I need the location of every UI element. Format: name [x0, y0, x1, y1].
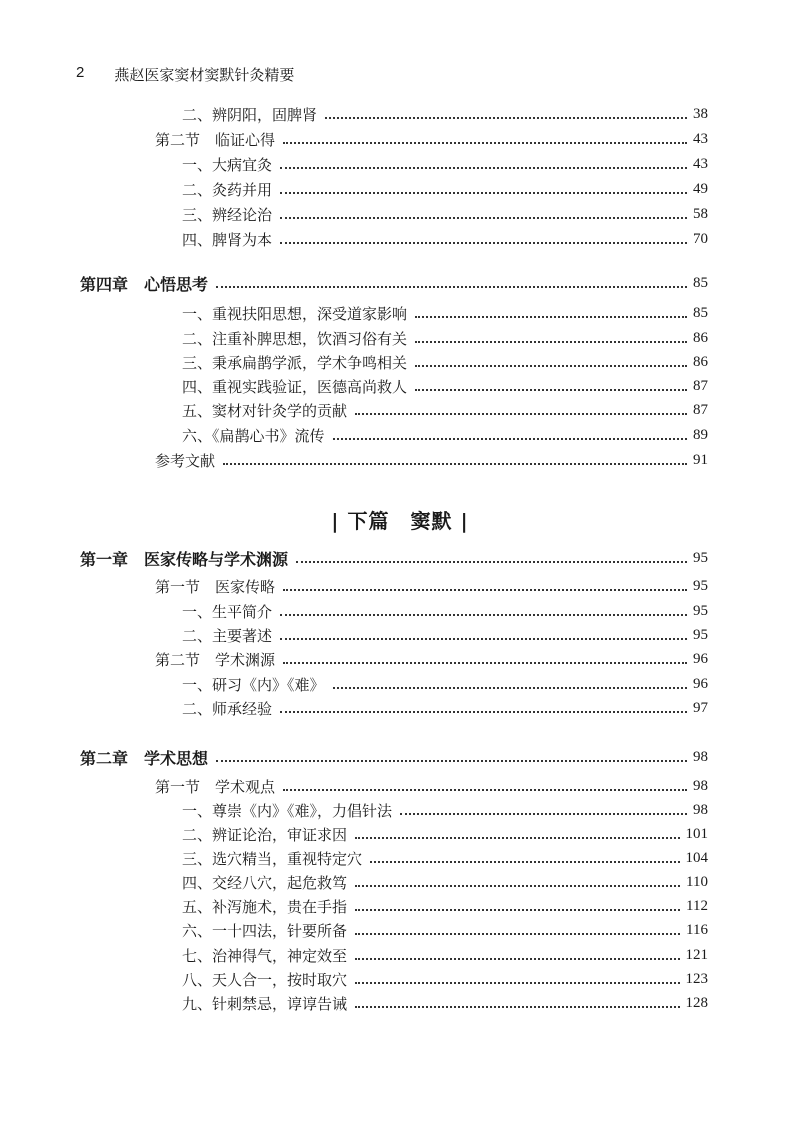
toc-entry-title: 一、重视扶阳思想，深受道家影响 — [182, 304, 408, 323]
toc-item-entry — [182, 870, 708, 894]
toc-item-entry — [182, 177, 708, 201]
toc-page-number: 86 — [693, 329, 708, 346]
toc-item-entry — [182, 846, 708, 870]
toc-entry-title: 四、重视实践验证，医德高尚救人 — [182, 377, 408, 396]
toc-page-number: 86 — [693, 353, 708, 370]
toc-entry-title: 第二章 学术思想 — [80, 748, 209, 768]
toc-entry-title: 一、研习《内》《难》 — [182, 675, 325, 694]
dot-leader — [355, 956, 679, 960]
dot-leader — [280, 190, 687, 194]
dot-leader — [280, 215, 687, 219]
toc-section-entry — [155, 448, 708, 472]
toc-item-entry — [182, 102, 708, 126]
toc-entry-title: 二、师承经验 — [182, 699, 273, 718]
toc-item-entry — [182, 672, 708, 696]
toc-item-entry — [182, 374, 708, 398]
toc-page-number: 85 — [693, 274, 708, 291]
toc-entry-title: 第一章 医家传略与学术渊源 — [80, 549, 289, 569]
toc-entry-title: 六、一十四法，针要所备 — [182, 921, 348, 940]
toc-item-entry — [182, 398, 708, 422]
toc-entry-title: 六、《扁鹊心书》流传 — [182, 426, 325, 445]
toc-entry-title: 九、针刺禁忌，谆谆告诫 — [182, 994, 348, 1013]
toc-entry-title: 第一节 医家传略 — [155, 577, 276, 596]
dot-leader — [216, 284, 687, 288]
toc-entry-title: 二、主要著述 — [182, 626, 273, 645]
toc-entry-title: 第二节 学术渊源 — [155, 650, 276, 669]
dot-leader — [333, 436, 687, 440]
toc-page-number: 58 — [693, 205, 708, 222]
toc-item-entry — [182, 301, 708, 325]
toc-page-number: 43 — [693, 155, 708, 172]
toc-page-number: 43 — [693, 130, 708, 147]
dot-leader — [325, 115, 687, 119]
dot-leader — [283, 787, 687, 791]
dot-leader — [355, 411, 687, 415]
toc-entry-title: 三、秉承扁鹊学派，学术争鸣相关 — [182, 353, 408, 372]
book-title: 燕赵医家窦材窦默针灸精要 — [114, 66, 295, 84]
toc-chapter-entry — [80, 546, 708, 570]
toc-page-number: 91 — [693, 451, 708, 468]
dot-leader — [415, 339, 687, 343]
toc-item-entry — [182, 991, 708, 1015]
toc-page-number: 49 — [693, 180, 708, 197]
toc-entry-title: 五、补泻施术，贵在手指 — [182, 897, 348, 916]
toc-page-number: 121 — [685, 946, 708, 963]
dot-leader — [280, 636, 687, 640]
dot-leader — [355, 1004, 679, 1008]
dot-leader — [296, 559, 687, 563]
dot-leader — [283, 140, 687, 144]
page-number: 2 — [76, 64, 85, 81]
toc-section-entry — [155, 127, 708, 151]
toc-item-entry — [182, 822, 708, 846]
toc-entry-title: 四、脾肾为本 — [182, 230, 273, 249]
toc-item-entry — [182, 894, 708, 918]
dot-leader — [216, 758, 687, 762]
toc-page-number: 85 — [693, 304, 708, 321]
toc-item-entry — [182, 152, 708, 176]
dot-leader — [280, 612, 687, 616]
toc-entry-title: 一、生平简介 — [182, 602, 273, 621]
dot-leader — [355, 980, 679, 984]
toc-entry-title: 第四章 心悟思考 — [80, 274, 209, 294]
toc-page-number: 98 — [693, 748, 708, 765]
toc-page-number: 98 — [693, 777, 708, 794]
toc-entry-title: 一、尊崇《内》《难》，力倡针法 — [182, 801, 393, 820]
toc-page-number: 123 — [685, 970, 708, 987]
toc-item-entry — [182, 202, 708, 226]
toc-entry-title: 第二节 临证心得 — [155, 130, 276, 149]
toc-entry-title: 二、辨证论治，审证求因 — [182, 825, 348, 844]
toc-page-number: 96 — [693, 650, 708, 667]
toc-page-number: 89 — [693, 426, 708, 443]
toc-item-entry — [182, 227, 708, 251]
dot-leader — [415, 387, 687, 391]
dot-leader — [355, 931, 680, 935]
dot-leader — [333, 685, 687, 689]
dot-leader — [280, 240, 687, 244]
toc-entry-title: 二、辨阴阳，固脾肾 — [182, 105, 318, 124]
toc-page-number: 95 — [693, 602, 708, 619]
toc-item-entry — [182, 326, 708, 350]
toc-entry-title: 二、注重补脾思想，饮酒习俗有关 — [182, 329, 408, 348]
toc-page-number: 70 — [693, 230, 708, 247]
toc-page-number: 128 — [685, 994, 708, 1011]
toc-page-number: 95 — [693, 549, 708, 566]
toc-item-entry — [182, 798, 708, 822]
toc-entry-title: 四、交经八穴，起危救笃 — [182, 873, 348, 892]
toc-entry-title: 七、治神得气，神定效至 — [182, 946, 348, 965]
toc-item-entry — [182, 623, 708, 647]
toc-page-number: 97 — [693, 699, 708, 716]
dot-leader — [370, 859, 679, 863]
toc-item-entry — [182, 967, 708, 991]
toc-page-number: 112 — [686, 897, 708, 914]
toc-item-entry — [182, 599, 708, 623]
part-title: | 下篇 窦默 | — [331, 509, 469, 533]
toc-page-number: 87 — [693, 401, 708, 418]
toc-entry-title: 第一节 学术观点 — [155, 777, 276, 796]
dot-leader — [415, 363, 687, 367]
toc-page-number: 87 — [693, 377, 708, 394]
toc-item-entry — [182, 918, 708, 942]
toc-entry-title: 参考文献 — [155, 451, 216, 470]
toc-item-entry — [182, 350, 708, 374]
toc-item-entry — [182, 696, 708, 720]
toc-entry-title: 一、大病宜灸 — [182, 155, 273, 174]
toc-chapter-entry — [80, 745, 708, 769]
toc-chapter-entry — [80, 271, 708, 295]
toc-entry-title: 五、窦材对针灸学的贡献 — [182, 401, 348, 420]
toc-entry-title: 八、天人合一，按时取穴 — [182, 970, 348, 989]
toc-page-number: 95 — [693, 626, 708, 643]
toc-entry-title: 三、选穴精当，重视特定穴 — [182, 849, 363, 868]
toc-entry-title: 三、辨经论治 — [182, 205, 273, 224]
toc-item-entry — [182, 423, 708, 447]
toc-entry-title: 二、灸药并用 — [182, 180, 273, 199]
dot-leader — [283, 587, 687, 591]
toc-page-number: 96 — [693, 675, 708, 692]
dot-leader — [280, 165, 687, 169]
toc-page-number: 38 — [693, 105, 708, 122]
toc-page-number: 104 — [685, 849, 708, 866]
dot-leader — [223, 461, 687, 465]
dot-leader — [283, 660, 687, 664]
toc-section-entry — [155, 574, 708, 598]
dot-leader — [355, 835, 679, 839]
toc-page-number: 110 — [686, 873, 708, 890]
toc-page-number: 95 — [693, 577, 708, 594]
toc-section-entry — [155, 774, 708, 798]
dot-leader — [355, 907, 680, 911]
dot-leader — [415, 314, 687, 318]
toc-section-entry — [155, 647, 708, 671]
toc-page-number: 116 — [686, 921, 708, 938]
dot-leader — [280, 709, 687, 713]
dot-leader — [400, 811, 687, 815]
toc-item-entry — [182, 943, 708, 967]
toc-page-number: 98 — [693, 801, 708, 818]
dot-leader — [355, 883, 680, 887]
toc-page-number: 101 — [685, 825, 708, 842]
